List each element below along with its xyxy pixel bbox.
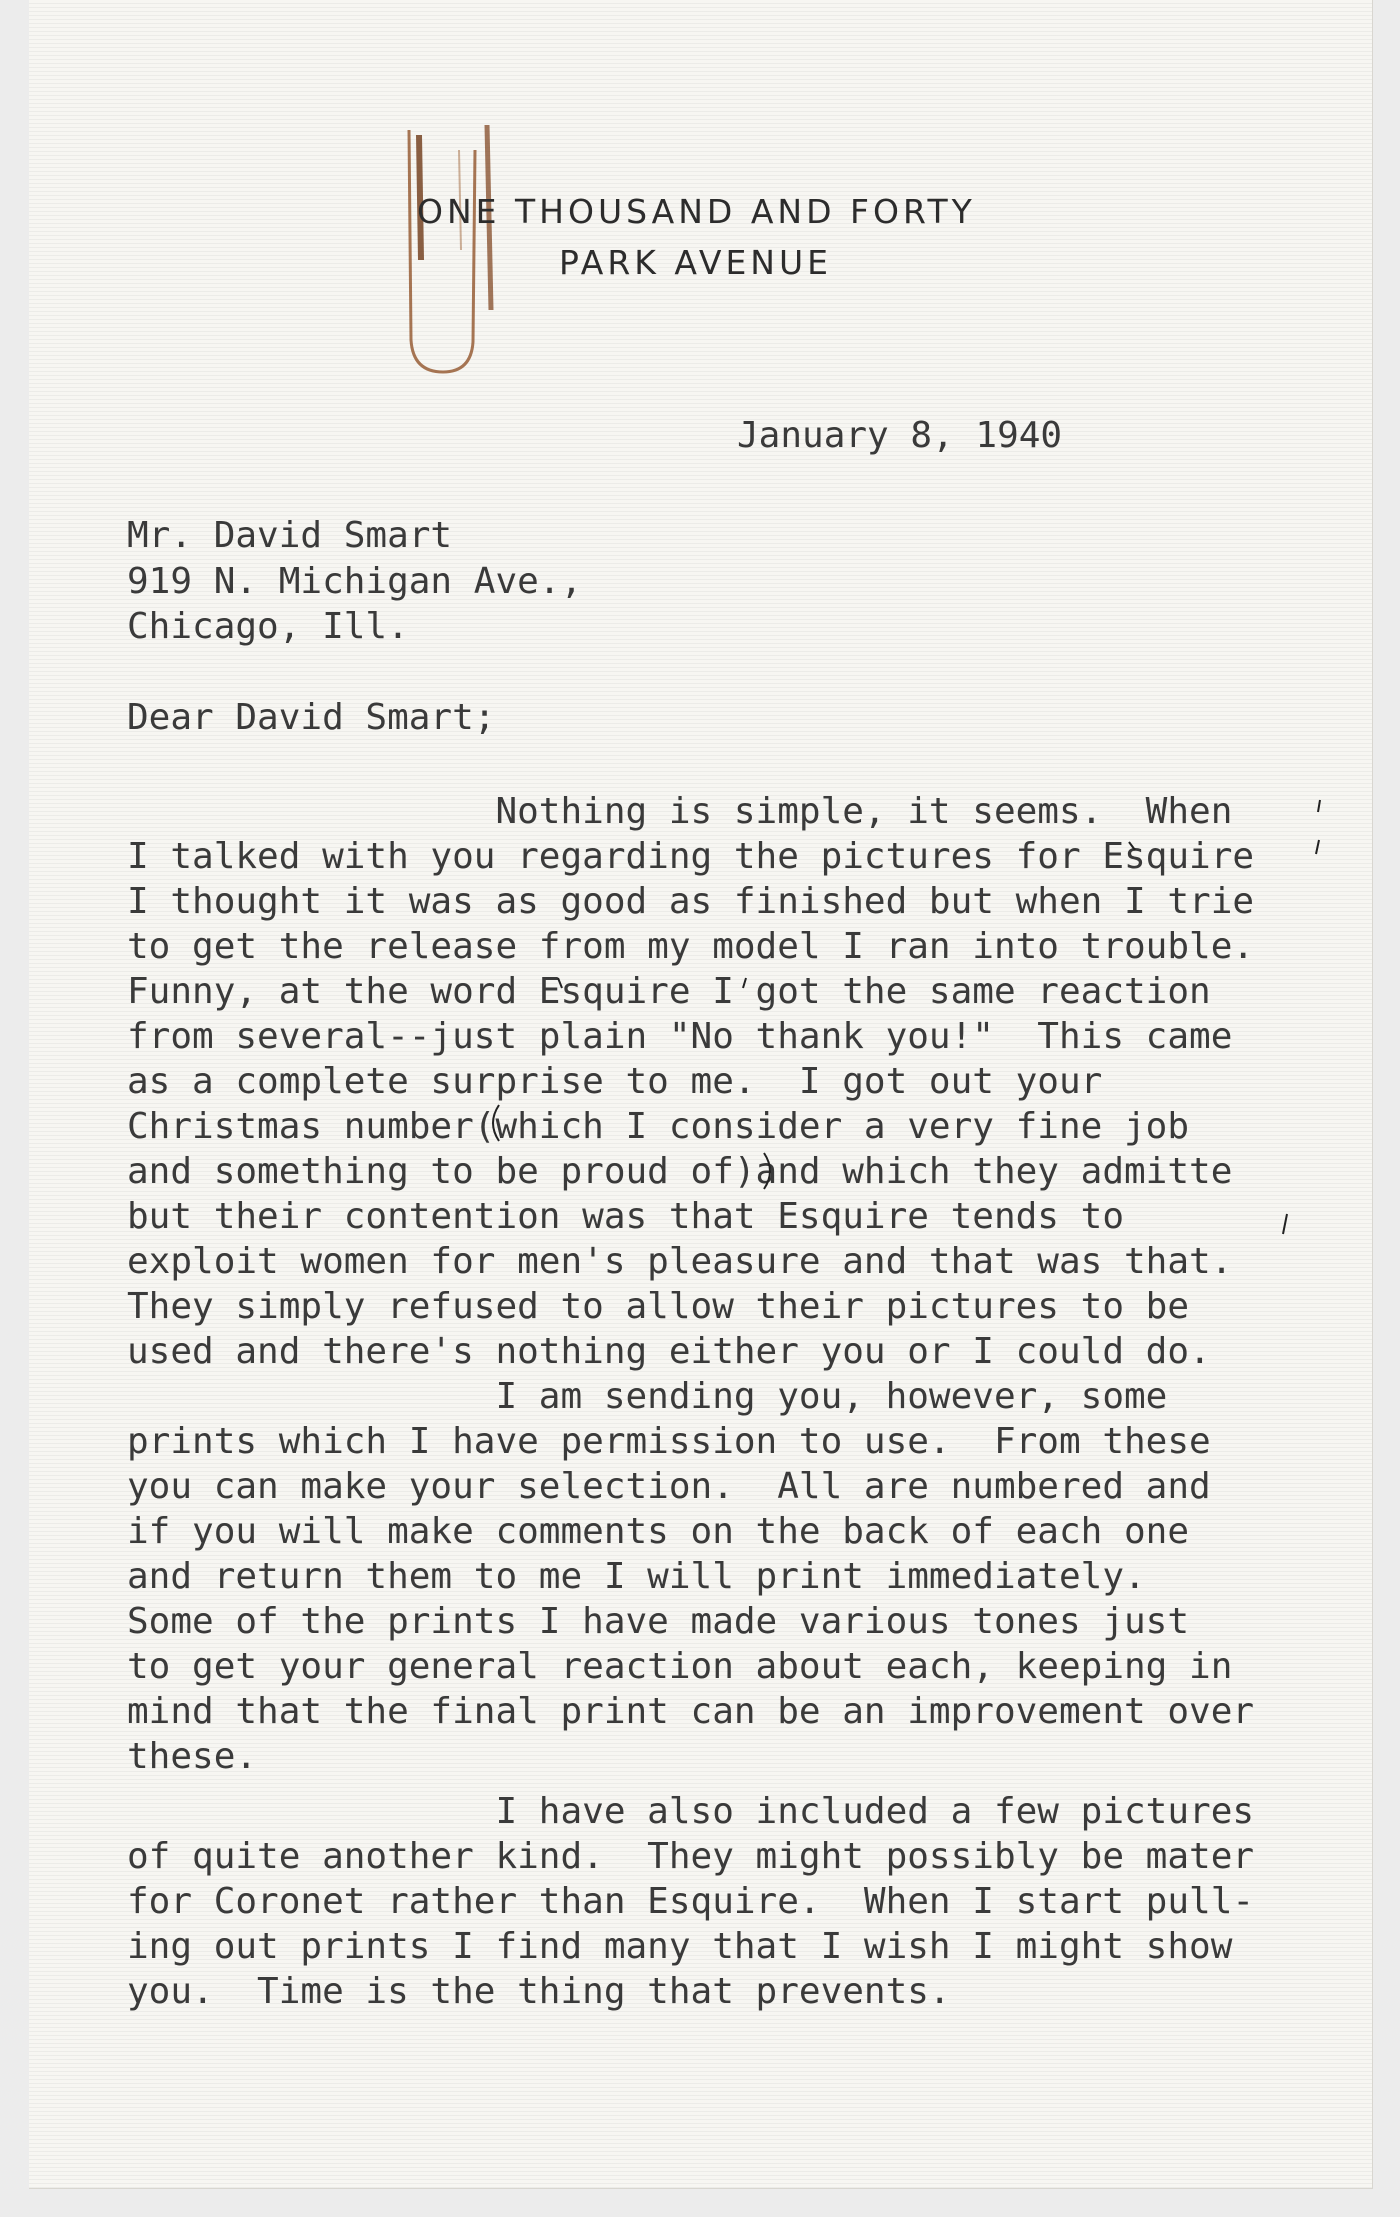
letter-page bbox=[29, 0, 1373, 2189]
address-line: Chicago, Ill. bbox=[127, 606, 409, 647]
body-line: if you will make comments on the back of each one bbox=[127, 1511, 1190, 1552]
body-line: used and there's nothing either you or I could do. bbox=[127, 1331, 1211, 1372]
body-line: I talked with you regarding the pictures for Esquire bbox=[127, 836, 1255, 877]
body-line: from several--just plain "No thank you!" This came bbox=[127, 1016, 1233, 1057]
body-line: Christmas number(which I consider a very fine job bbox=[127, 1106, 1190, 1147]
body-line: I am sending you, however, some bbox=[127, 1376, 1168, 1417]
body-line: They simply refused to allow their pictures to be bbox=[127, 1286, 1190, 1327]
body-line: and something to be proud of)and which they admitte bbox=[127, 1151, 1233, 1192]
address-line: 919 N. Michigan Ave., bbox=[127, 561, 583, 602]
body-line: you can make your selection. All are numbered and bbox=[127, 1466, 1211, 1507]
body-line: I have also included a few pictures bbox=[127, 1791, 1255, 1832]
body-line: but their contention was that Esquire tends to bbox=[127, 1196, 1124, 1237]
letterhead-line-1: ONE THOUSAND AND FORTY bbox=[417, 192, 976, 231]
body-line: as a complete surprise to me. I got out your bbox=[127, 1061, 1103, 1102]
address-line: Mr. David Smart bbox=[127, 515, 453, 556]
body-line: mind that the final print can be an improvement over bbox=[127, 1691, 1255, 1732]
body-line: to get the release from my model I ran into trouble. bbox=[127, 926, 1255, 967]
body-line: and return them to me I will print immediately. bbox=[127, 1556, 1146, 1597]
body-line: you. Time is the thing that prevents. bbox=[127, 1971, 951, 2012]
letterhead-line-2: PARK AVENUE bbox=[559, 243, 833, 282]
body-line: ing out prints I find many that I wish I might show bbox=[127, 1926, 1233, 1967]
body-line: of quite another kind. They might possibly be mater bbox=[127, 1836, 1255, 1877]
body-line: prints which I have permission to use. From these bbox=[127, 1421, 1211, 1462]
salutation: Dear David Smart; bbox=[127, 697, 496, 738]
body-line: for Coronet rather than Esquire. When I start pull- bbox=[127, 1881, 1255, 1922]
body-line: Nothing is simple, it seems. When bbox=[127, 791, 1233, 832]
body-line: Funny, at the word Esquire I got the same reaction bbox=[127, 971, 1211, 1012]
body-line: exploit women for men's pleasure and that was that. bbox=[127, 1241, 1233, 1282]
body-line: to get your general reaction about each, keeping in bbox=[127, 1646, 1233, 1687]
handwritten-quote-marks bbox=[29, 0, 1372, 2188]
body-line: Some of the prints I have made various tones just bbox=[127, 1601, 1190, 1642]
letter-date: January 8, 1940 bbox=[737, 415, 1063, 456]
body-line: these. bbox=[127, 1736, 258, 1777]
body-line: I thought it was as good as finished but when I trie bbox=[127, 881, 1255, 922]
